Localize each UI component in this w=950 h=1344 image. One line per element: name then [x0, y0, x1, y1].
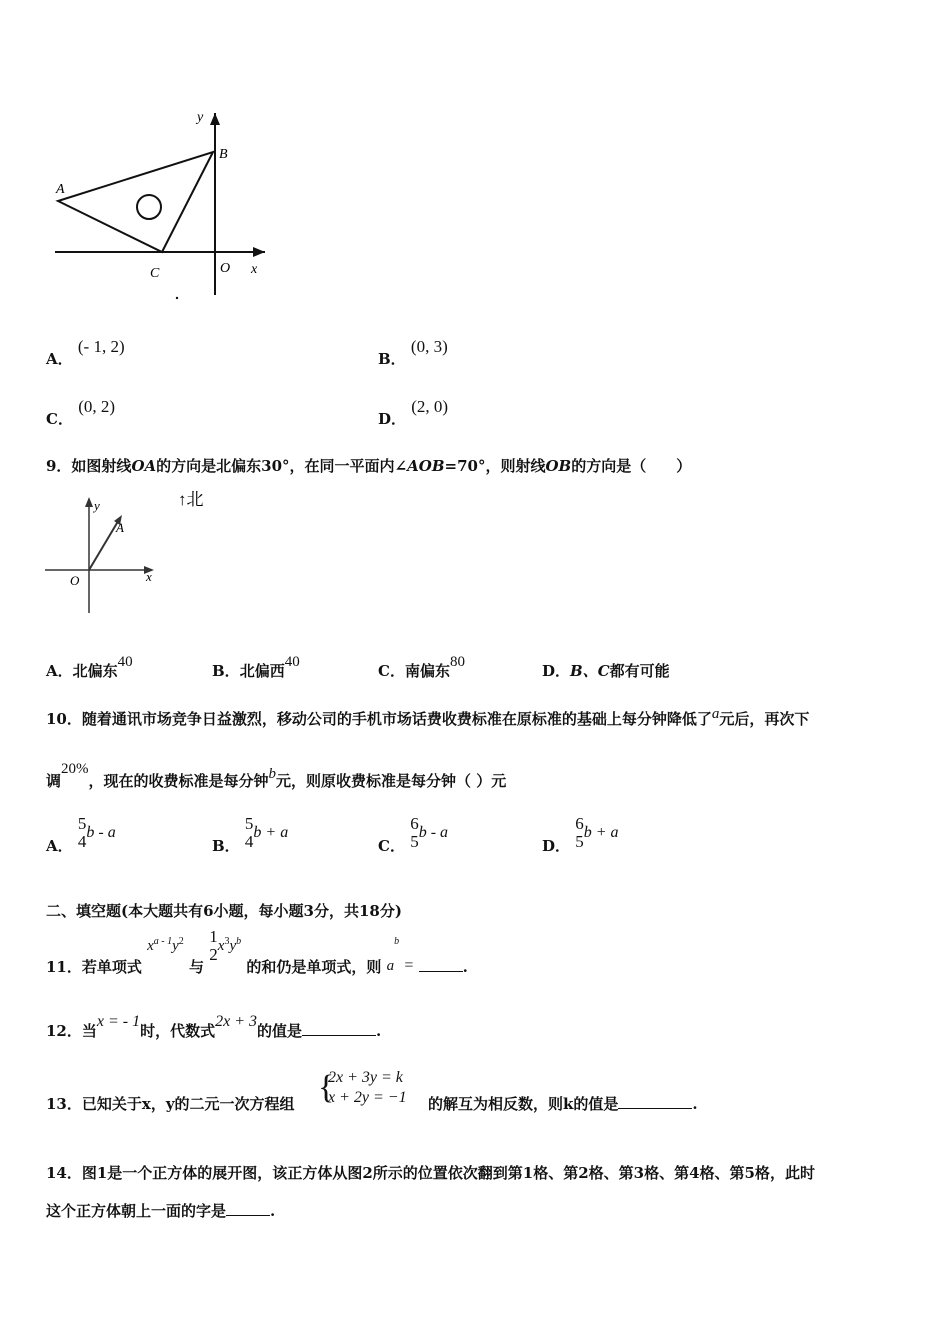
label-b: B: [219, 147, 228, 162]
option-letter: A．: [46, 350, 73, 368]
q13-prefix: 13．已知关于x，y的二元一次方程组: [46, 1095, 295, 1113]
option-letter: D．: [378, 410, 407, 428]
q9-question: 9．如图射线OA的方向是北偏东30°，在同一平面内∠AOB=70°，则射线OB的方向是（ ）: [46, 457, 692, 475]
answer-blank[interactable]: [419, 957, 463, 972]
q10-option-d[interactable]: D． 6 5 b + a: [542, 814, 619, 855]
dot-mark: [176, 297, 178, 299]
option-value: (2, 0): [411, 397, 449, 416]
answer-blank[interactable]: [302, 1021, 376, 1036]
option-value: (- 1, 2): [77, 337, 125, 356]
q9-option-a[interactable]: A．北偏东40: [46, 654, 133, 680]
x-axis-arrow: [253, 247, 265, 257]
y-axis-arrow: [210, 113, 220, 125]
q8-option-c[interactable]: [46, 397, 116, 429]
equation-system: { 2x + 3y = k x + 2y = −1: [318, 1069, 407, 1106]
q13-suffix: 的解互为相反数，则k的值是 .: [428, 1095, 698, 1113]
label-a: A: [56, 182, 65, 197]
option-letter: B．: [378, 350, 406, 368]
ray-direction-figure: [40, 485, 230, 617]
north-label: ↑北: [178, 490, 204, 509]
label-y: y: [94, 498, 100, 513]
label-x: x: [251, 262, 258, 277]
q10-option-c[interactable]: C． 6 5 b - a: [378, 814, 449, 855]
q8-option-a[interactable]: [46, 337, 125, 369]
label-o: O: [70, 573, 80, 588]
q9-option-b[interactable]: B．北偏西40: [212, 654, 300, 680]
q8-option-d[interactable]: [378, 397, 449, 429]
q14-line2: 这个正方体朝上一面的字是 .: [46, 1202, 276, 1220]
q8-option-b[interactable]: [378, 337, 448, 369]
q9-option-d[interactable]: D．B、C都有可能: [542, 662, 670, 680]
answer-blank[interactable]: [226, 1201, 270, 1216]
section-heading: 二、填空题(本大题共有6小题，每小题3分，共18分): [46, 902, 402, 920]
q10-question-line1: 10．随着通讯市场竞争日益激烈，移动公司的手机市场话费收费标准在原标准的基础上每分钟降低了a元后，再次下: [46, 706, 810, 728]
y-axis-arrow: [85, 497, 93, 507]
triangle-coordinate-figure: [50, 105, 280, 305]
option-value: (0, 3): [410, 337, 448, 356]
triangle-abc: [58, 152, 213, 252]
label-x: x: [146, 569, 152, 584]
label-c: C: [150, 266, 160, 281]
q10-question-line2: 调20%，现在的收费标准是每分钟b元，则原收费标准是每分钟（ ）元: [46, 761, 507, 790]
q9-option-c[interactable]: C．南偏东80: [378, 654, 465, 680]
option-letter: C．: [46, 410, 73, 428]
q10-option-a[interactable]: A． 5 4 b - a: [46, 814, 116, 855]
option-value: (0, 2): [78, 397, 116, 416]
label-o: O: [220, 261, 231, 276]
q14-line1: 14．图1是一个正方体的展开图，该正方体从图2所示的位置依次翻到第1格、第2格、第3格、第4格、第5格，此时: [46, 1164, 815, 1182]
label-y: y: [197, 110, 204, 125]
label-a: A: [116, 520, 124, 535]
answer-blank[interactable]: [618, 1094, 692, 1109]
inner-circle: [137, 195, 161, 219]
q12-question: 12．当x = - 1时，代数式2x + 3的值是 .: [46, 1013, 382, 1040]
q10-option-b[interactable]: B． 5 4 b + a: [212, 814, 289, 855]
q11-question: 11．若单项式 $x^{a - 1}y^2$ 与 1 2 $x^3y^b$ 的和仍是单项式，则 $a^b$ = .: [46, 927, 468, 976]
